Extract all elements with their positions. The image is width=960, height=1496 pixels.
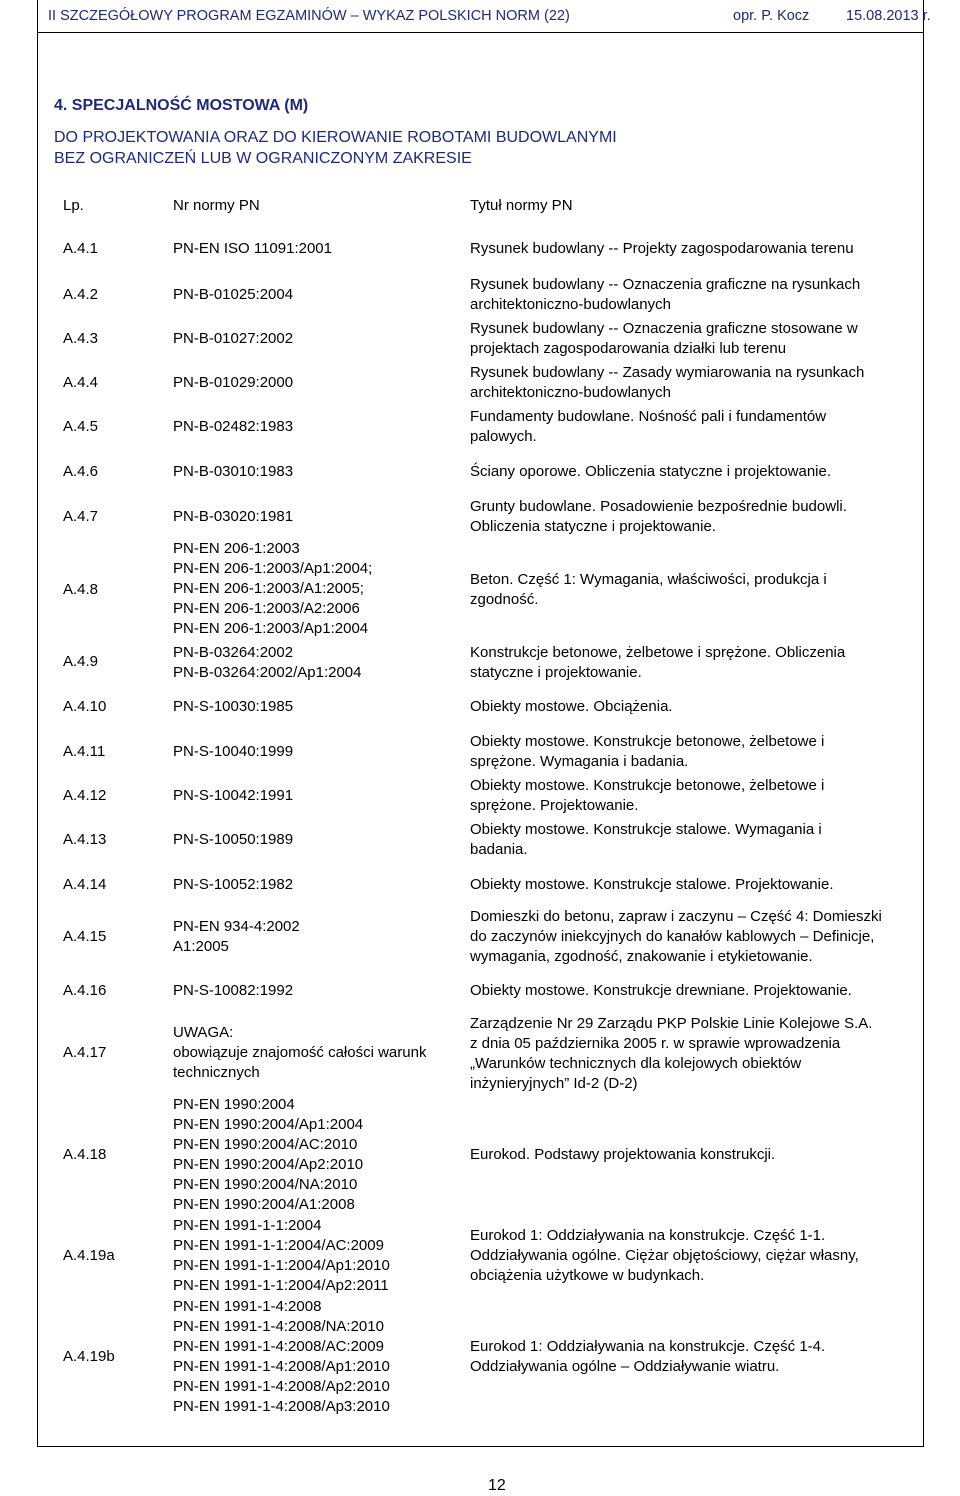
row-nr: PN-S-10040:1999 (173, 743, 294, 760)
row-title: Rysunek budowlany -- Zasady wymiarowania na rysunkach (470, 364, 865, 381)
row-title: Ściany oporowe. Obliczenia statyczne i projektowanie. (470, 463, 832, 480)
row-nr: PN-EN 1991-1-4:2008/Ap3:2010 (173, 1398, 390, 1415)
row-nr: PN-EN 1991-1-4:2008/NA:2010 (173, 1318, 384, 1335)
row-id: A.4.18 (63, 1146, 107, 1163)
row-nr: PN-EN 1990:2004/Ap2:2010 (173, 1156, 364, 1173)
row-title: Obiekty mostowe. Konstrukcje stalowe. Projektowanie. (470, 876, 834, 893)
row-title: Obiekty mostowe. Konstrukcje betonowe, żelbetowe i (470, 777, 825, 794)
row-nr: PN-S-10050:1989 (173, 831, 294, 848)
row-title: Obiekty mostowe. Obciążenia. (470, 698, 673, 715)
row-nr: PN-EN 1991-1-1:2004/Ap2:2011 (173, 1277, 389, 1294)
row-nr: PN-EN 1990:2004 (173, 1096, 295, 1113)
row-nr: PN-EN 1991-1-4:2008/Ap1:2010 (173, 1358, 390, 1375)
row-title: wymagania, zgodność, znakowanie i etykietowanie. (470, 948, 813, 965)
row-id: A.4.13 (63, 831, 107, 848)
row-title: Rysunek budowlany -- Projekty zagospodarowania terenu (470, 240, 854, 257)
row-nr: PN-S-10052:1982 (173, 876, 294, 893)
row-nr: PN-EN 1991-1-4:2008 (173, 1298, 322, 1315)
row-nr: PN-B-01029:2000 (173, 374, 294, 391)
row-id: A.4.2 (63, 286, 99, 303)
row-nr: PN-B-03264:2002/Ap1:2004 (173, 664, 362, 681)
section-subtitle-2: BEZ OGRANICZEŃ LUB W OGRANICZONYM ZAKRESIE (54, 150, 472, 167)
row-title: Eurokod. Podstawy projektowania konstrukcji. (470, 1146, 776, 1163)
row-title: do zaczynów iniekcyjnych do kanałów kablowych – Definicje, (470, 928, 875, 945)
row-nr: UWAGA: (173, 1024, 234, 1041)
row-nr: PN-B-03010:1983 (173, 463, 294, 480)
row-id: A.4.7 (63, 508, 99, 525)
row-nr: PN-EN 1990:2004/Ap1:2004 (173, 1116, 364, 1133)
row-title: Rysunek budowlany -- Oznaczenia graficzne na rysunkach (470, 276, 861, 293)
row-title: architektoniczno-budowlanych (470, 296, 671, 313)
row-id: A.4.15 (63, 928, 107, 945)
row-nr: PN-B-01027:2002 (173, 330, 294, 347)
row-title: Konstrukcje betonowe, żelbetowe i sprężone. Obliczenia (470, 644, 846, 661)
row-title: Beton. Część 1: Wymagania, właściwości, produkcja i (470, 571, 827, 588)
row-title: Eurokod 1: Oddziaływania na konstrukcje. Część 1-1. (470, 1227, 826, 1244)
row-title: Obiekty mostowe. Konstrukcje stalowe. Wymagania i (470, 821, 822, 838)
row-nr: PN-B-02482:1983 (173, 418, 294, 435)
row-nr: PN-EN 1990:2004/A1:2008 (173, 1196, 355, 1213)
section-title: 4. SPECJALNOŚĆ MOSTOWA (M) (54, 97, 309, 114)
row-title: Obiekty mostowe. Konstrukcje betonowe, żelbetowe i (470, 733, 825, 750)
header-rule (37, 32, 923, 33)
row-title: Obliczenia statyczne i projektowanie. (470, 518, 716, 535)
row-title: palowych. (470, 428, 537, 445)
row-nr: obowiązuje znajomość całości warunk (173, 1044, 427, 1061)
row-nr: PN-EN 206-1:2003 (173, 540, 300, 557)
header-program-title: II SZCZEGÓŁOWY PROGRAM EGZAMINÓW – WYKAZ POLSKICH NORM (22) (48, 8, 570, 24)
row-nr: PN-EN 1990:2004/AC:2010 (173, 1136, 358, 1153)
row-id: A.4.9 (63, 653, 99, 670)
row-title: zgodność. (470, 591, 539, 608)
row-nr: A1:2005 (173, 938, 229, 955)
row-id: A.4.16 (63, 982, 107, 999)
row-title: Oddziaływania ogólne – Oddziaływanie wiatru. (470, 1358, 780, 1375)
row-id: A.4.3 (63, 330, 99, 347)
row-title: Domieszki do betonu, zapraw i zaczynu – Część 4: Domieszki (470, 908, 882, 925)
row-nr: technicznych (173, 1064, 260, 1081)
row-title: architektoniczno-budowlanych (470, 384, 671, 401)
row-nr: PN-EN 1991-1-4:2008/AC:2009 (173, 1338, 384, 1355)
row-title: Zarządzenie Nr 29 Zarządu PKP Polskie Linie Kolejowe S.A. (470, 1015, 873, 1032)
row-title: Obiekty mostowe. Konstrukcje drewniane. Projektowanie. (470, 982, 852, 999)
row-nr: PN-EN 1990:2004/NA:2010 (173, 1176, 358, 1193)
row-nr: PN-EN 1991-1-1:2004/Ap1:2010 (173, 1257, 390, 1274)
table-header-lp: Lp. (63, 197, 84, 214)
row-id: A.4.4 (63, 374, 99, 391)
row-nr: PN-B-03020:1981 (173, 508, 294, 525)
section-subtitle-1: DO PROJEKTOWANIA ORAZ DO KIEROWANIE ROBOTAMI BUDOWLANYMI (54, 129, 617, 146)
row-id: A.4.19a (63, 1247, 115, 1264)
row-nr: PN-EN 1991-1-1:2004 (173, 1217, 322, 1234)
row-id: A.4.11 (63, 743, 106, 760)
row-nr: PN-EN ISO 11091:2001 (173, 240, 332, 257)
row-title: inżynieryjnych” Id-2 (D-2) (470, 1075, 638, 1092)
row-title: Rysunek budowlany -- Oznaczenia graficzne stosowane w (470, 320, 858, 337)
row-id: A.4.5 (63, 418, 99, 435)
row-title: sprężone. Wymagania i badania. (470, 753, 689, 770)
row-title: „Warunków technicznych dla kolejowych obiektów (470, 1055, 802, 1072)
header-author: opr. P. Kocz (733, 8, 810, 24)
row-title: badania. (470, 841, 528, 858)
row-nr: PN-EN 206-1:2003/A2:2006 (173, 600, 360, 617)
row-id: A.4.12 (63, 787, 107, 804)
row-nr: PN-EN 934-4:2002 (173, 918, 300, 935)
row-id: A.4.17 (63, 1044, 107, 1061)
row-nr: PN-S-10042:1991 (173, 787, 294, 804)
row-id: A.4.1 (63, 240, 99, 257)
header-date: 15.08.2013 r. (846, 8, 931, 24)
table-header-title: Tytuł normy PN (470, 197, 573, 214)
row-nr: PN-S-10030:1985 (173, 698, 294, 715)
row-title: projektach zagospodarowania działki lub terenu (470, 340, 787, 357)
row-title: obciążenia użytkowe w budynkach. (470, 1267, 705, 1284)
row-title: statyczne i projektowanie. (470, 664, 642, 681)
row-id: A.4.14 (63, 876, 107, 893)
row-title: Grunty budowlane. Posadowienie bezpośrednie budowli. (470, 498, 847, 515)
row-title: Eurokod 1: Oddziaływania na konstrukcje. Część 1-4. (470, 1338, 826, 1355)
row-nr: PN-EN 206-1:2003/Ap1:2004; (173, 560, 373, 577)
row-id: A.4.10 (63, 698, 107, 715)
row-title: Oddziaływania ogólne. Ciężar objętościowy, ciężar własny, (470, 1247, 859, 1264)
row-nr: PN-EN 206-1:2003/Ap1:2004 (173, 620, 369, 637)
row-title: z dnia 05 października 2005 r. w sprawie wprowadzenia (470, 1035, 841, 1052)
row-nr: PN-B-01025:2004 (173, 286, 294, 303)
row-title: sprężone. Projektowanie. (470, 797, 639, 814)
row-nr: PN-EN 206-1:2003/A1:2005; (173, 580, 364, 597)
page-number: 12 (488, 1477, 506, 1494)
row-title: Fundamenty budowlane. Nośność pali i fundamentów (470, 408, 827, 425)
row-id: A.4.8 (63, 581, 99, 598)
row-nr: PN-EN 1991-1-1:2004/AC:2009 (173, 1237, 384, 1254)
row-id: A.4.6 (63, 463, 99, 480)
table-header-nr: Nr normy PN (173, 197, 260, 214)
row-nr: PN-B-03264:2002 (173, 644, 294, 661)
row-nr: PN-S-10082:1992 (173, 982, 294, 999)
row-id: A.4.19b (63, 1348, 115, 1365)
row-nr: PN-EN 1991-1-4:2008/Ap2:2010 (173, 1378, 390, 1395)
